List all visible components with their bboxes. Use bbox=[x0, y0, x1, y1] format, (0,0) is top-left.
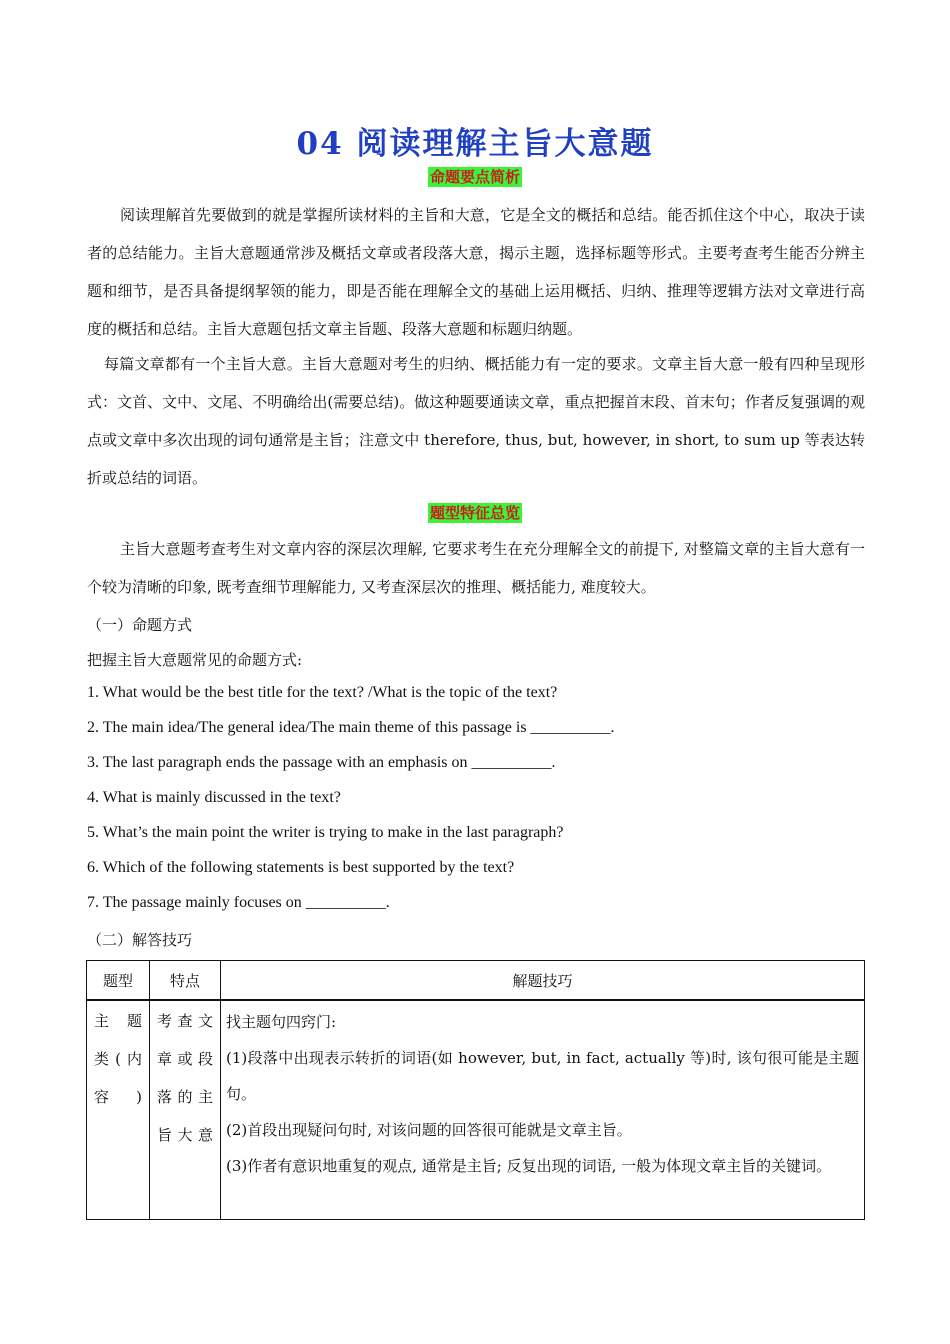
techniques-table bbox=[86, 960, 865, 1220]
question-forms-intro: 把握主旨大意题常见的命题方式: bbox=[87, 651, 303, 669]
technique-line: (3)作者有意识地重复的观点, 通常是主旨; 反复出现的词语, 一般为体现文章主旨的关键词。 bbox=[226, 1157, 832, 1175]
paragraph-overview: 主旨大意题考查考生对文章内容的深层次理解, 它要求考生在充分理解全文的前提下, 对整篇文章的主旨大意有一个较为清晰的印象, 既考查细节理解能力, 又考查深层次的推理、概括能力, 难度较大。 bbox=[87, 540, 865, 596]
question-form-item: 3. The last paragraph ends the passage with an emphasis on __________. bbox=[87, 754, 556, 771]
question-form-item: 6. Which of the following statements is best supported by the text? bbox=[87, 859, 515, 876]
table-header-feature: 特点 bbox=[150, 961, 221, 1001]
table-row bbox=[87, 1000, 865, 1220]
technique-line: (1)段落中出现表示转折的词语(如 however, but, in fact, actually 等)时, 该句很可能是主题句。 bbox=[226, 1049, 859, 1103]
question-form-item: 1. What would be the best title for the text? /What is the topic of the text? bbox=[87, 684, 558, 701]
table-header-technique: 解题技巧 bbox=[221, 961, 865, 1001]
table-cell-type: 主 题 类(内容) bbox=[87, 1000, 150, 1220]
question-form-item: 5. What’s the main point the writer is trying to make in the last paragraph? bbox=[87, 824, 564, 841]
table-cell-technique bbox=[221, 1000, 865, 1220]
question-form-item: 2. The main idea/The general idea/The main theme of this passage is __________. bbox=[87, 719, 615, 736]
question-form-item: 7. The passage mainly focuses on __________. bbox=[87, 894, 390, 911]
subheading-techniques: （二）解答技巧 bbox=[87, 931, 193, 949]
section-heading-overview: 题型特征总览 bbox=[429, 504, 520, 522]
technique-line: 找主题句四窍门: bbox=[226, 1013, 337, 1031]
table-header-row bbox=[87, 961, 865, 1001]
section-heading-analysis: 命题要点简析 bbox=[429, 168, 520, 186]
page-title: 04 阅读理解主旨大意题 bbox=[296, 126, 654, 162]
paragraph-intro: 阅读理解首先要做到的就是掌握所读材料的主旨和大意，它是全文的概括和总结。能否抓住这个中心，取决于读者的总结能力。主旨大意题通常涉及概括文章或者段落大意，揭示主题，选择标题等形式。主要考查考生能否分辨主题和细节，是否具备提纲挈领的能力，即是否能在理解全文的基础上运用概括、归纳、推理等逻辑方法对文章进行高度的概括和总结。主旨大意题包括文章主旨题、段落大意题和标题归纳题。 bbox=[87, 206, 865, 338]
subheading-question-forms: （一）命题方式 bbox=[87, 616, 193, 634]
technique-line: (2)首段出现疑问句时, 对该问题的回答很可能就是文章主旨。 bbox=[226, 1121, 632, 1139]
table-cell-feature: 考查文章或段落的主旨大意 bbox=[150, 1000, 221, 1220]
paragraph-forms: 每篇文章都有一个主旨大意。主旨大意题对考生的归纳、概括能力有一定的要求。文章主旨大意一般有四种呈现形式：文首、文中、文尾、不明确给出(需要总结)。做这种题要通读文章，重点把握首末段、首末句；作者反复强调的观点或文章中多次出现的词句通常是主旨；注意文中 therefore, thus, but, however, in short, to sum up 等表达转折或总结的词语。 bbox=[87, 355, 865, 487]
table-header-type: 题型 bbox=[87, 961, 150, 1001]
question-form-item: 4. What is mainly discussed in the text? bbox=[87, 789, 341, 806]
